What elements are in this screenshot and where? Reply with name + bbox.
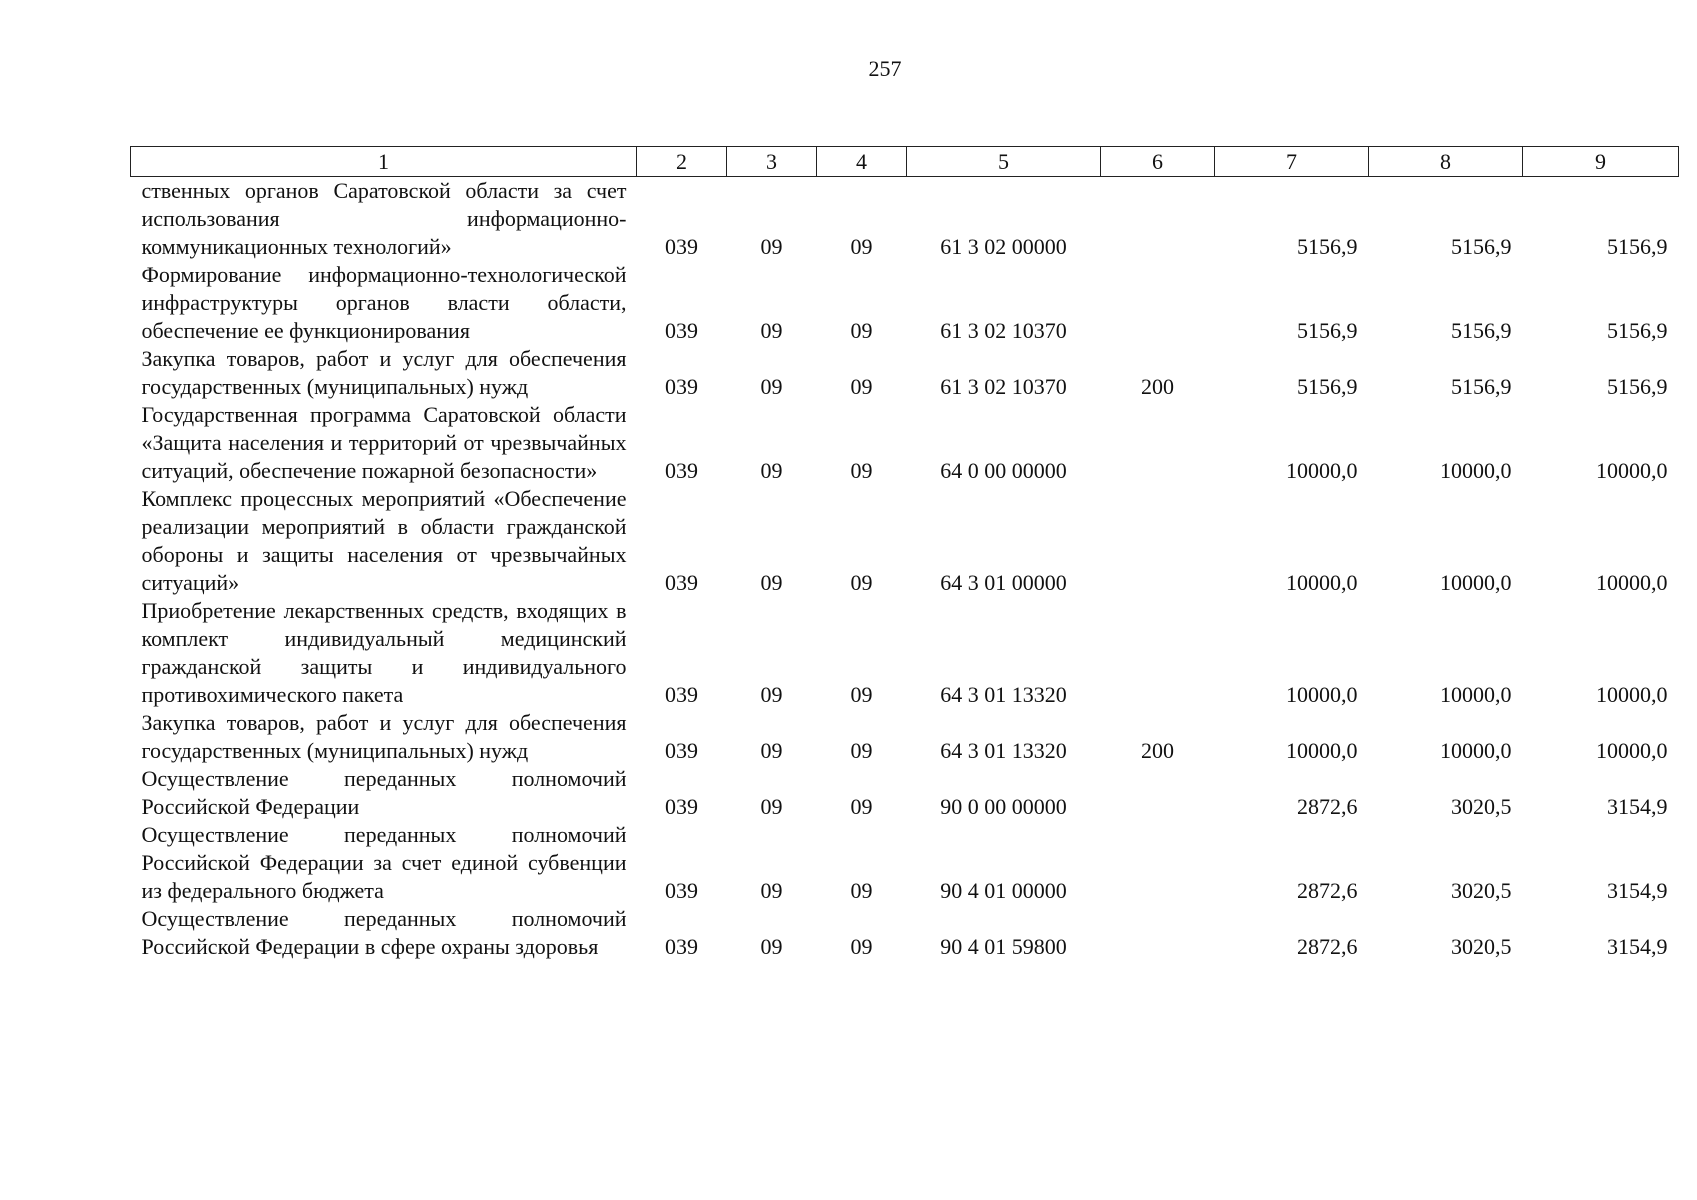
column-header: 6 [1101, 147, 1215, 177]
amount-year-2: 10000,0 [1440, 738, 1512, 763]
table-row [131, 709, 1679, 765]
section-code: 09 [760, 234, 783, 259]
target-article-code: 64 3 01 13320 [940, 738, 1067, 763]
column-header: 5 [907, 147, 1101, 177]
column-header: 1 [131, 147, 637, 177]
expense-type-code [1101, 597, 1215, 709]
row-description: Закупка товаров, работ и услуг для обеспечения государственных (муниципальных) нужд [141, 346, 627, 399]
amount-year-1: 2872,6 [1297, 934, 1358, 959]
row-description: Комплекс процессных мероприятий «Обеспечение реализации мероприятий в области гражданской обороны и защиты населения от чрезвычайных ситуаций» [141, 486, 627, 595]
column-header: 3 [727, 147, 817, 177]
ministry-code: 039 [665, 318, 698, 343]
section-code: 09 [760, 738, 783, 763]
table-row [131, 905, 1679, 961]
amount-year-3: 3154,9 [1607, 934, 1668, 959]
amount-year-2: 10000,0 [1440, 570, 1512, 595]
row-description: Осуществление переданных полномочий Российской Федерации в сфере охраны здоровья [141, 906, 627, 959]
amount-year-2: 3020,5 [1451, 794, 1512, 819]
target-article-code: 90 4 01 00000 [940, 878, 1067, 903]
table-row [131, 401, 1679, 485]
expense-type-code [1101, 821, 1215, 905]
amount-year-3: 10000,0 [1596, 570, 1668, 595]
subsection-code: 09 [850, 738, 873, 763]
amount-year-2: 10000,0 [1440, 682, 1512, 707]
ministry-code: 039 [665, 374, 698, 399]
table-row [131, 765, 1679, 821]
column-header: 2 [637, 147, 727, 177]
header-row [131, 147, 1679, 177]
amount-year-1: 2872,6 [1297, 794, 1358, 819]
column-header: 8 [1369, 147, 1523, 177]
section-code: 09 [760, 878, 783, 903]
section-code: 09 [760, 682, 783, 707]
section-code: 09 [760, 570, 783, 595]
section-code: 09 [760, 794, 783, 819]
subsection-code: 09 [850, 318, 873, 343]
ministry-code: 039 [665, 458, 698, 483]
subsection-code: 09 [850, 234, 873, 259]
amount-year-3: 10000,0 [1596, 738, 1668, 763]
ministry-code: 039 [665, 682, 698, 707]
target-article-code: 64 3 01 00000 [940, 570, 1067, 595]
section-code: 09 [760, 374, 783, 399]
subsection-code: 09 [850, 458, 873, 483]
ministry-code: 039 [665, 738, 698, 763]
target-article-code: 61 3 02 10370 [940, 374, 1067, 399]
amount-year-3: 10000,0 [1596, 458, 1668, 483]
row-description: Приобретение лекарственных средств, входящих в комплект индивидуальный медицинский гражданской защиты и индивидуального противохимического пакета [141, 598, 627, 707]
amount-year-2: 5156,9 [1451, 234, 1512, 259]
expense-type-code [1101, 905, 1215, 961]
amount-year-1: 5156,9 [1297, 374, 1358, 399]
subsection-code: 09 [850, 794, 873, 819]
amount-year-1: 5156,9 [1297, 234, 1358, 259]
column-header: 7 [1215, 147, 1369, 177]
amount-year-1: 10000,0 [1286, 738, 1358, 763]
page-number: 257 [868, 56, 902, 81]
row-description: Формирование информационно-технологической инфраструктуры органов власти области, обеспечение ее функционирования [141, 262, 627, 343]
amount-year-2: 5156,9 [1451, 318, 1512, 343]
expense-type-code [1101, 485, 1215, 597]
amount-year-1: 10000,0 [1286, 570, 1358, 595]
row-description: Государственная программа Саратовской области «Защита населения и территорий от чрезвычайных ситуаций, обеспечение пожарной безопасности» [141, 402, 627, 483]
row-description: Закупка товаров, работ и услуг для обеспечения государственных (муниципальных) нужд [141, 710, 627, 763]
amount-year-3: 5156,9 [1607, 318, 1668, 343]
row-description: ственных органов Саратовской области за счет использования информационно-коммуникационных технологий» [141, 178, 627, 259]
table-row [131, 345, 1679, 401]
ministry-code: 039 [665, 878, 698, 903]
column-header: 9 [1523, 147, 1679, 177]
expense-type-code [1101, 177, 1215, 262]
amount-year-1: 2872,6 [1297, 878, 1358, 903]
subsection-code: 09 [850, 570, 873, 595]
section-code: 09 [760, 934, 783, 959]
target-article-code: 90 4 01 59800 [940, 934, 1067, 959]
amount-year-2: 3020,5 [1451, 934, 1512, 959]
column-header: 4 [817, 147, 907, 177]
budget-table [130, 146, 1679, 961]
amount-year-2: 3020,5 [1451, 878, 1512, 903]
amount-year-3: 5156,9 [1607, 234, 1668, 259]
target-article-code: 90 0 00 00000 [940, 794, 1067, 819]
row-description: Осуществление переданных полномочий Российской Федерации [141, 766, 627, 819]
target-article-code: 64 3 01 13320 [940, 682, 1067, 707]
ministry-code: 039 [665, 794, 698, 819]
subsection-code: 09 [850, 682, 873, 707]
amount-year-1: 10000,0 [1286, 682, 1358, 707]
expense-type-code: 200 [1141, 738, 1174, 763]
amount-year-2: 5156,9 [1451, 374, 1512, 399]
table-row [131, 597, 1679, 709]
table-body [131, 177, 1679, 962]
expense-type-code: 200 [1141, 374, 1174, 399]
amount-year-3: 3154,9 [1607, 794, 1668, 819]
section-code: 09 [760, 458, 783, 483]
row-description: Осуществление переданных полномочий Российской Федерации за счет единой субвенции из федерального бюджета [141, 822, 627, 903]
amount-year-1: 10000,0 [1286, 458, 1358, 483]
ministry-code: 039 [665, 234, 698, 259]
subsection-code: 09 [850, 374, 873, 399]
amount-year-3: 10000,0 [1596, 682, 1668, 707]
expense-type-code [1101, 401, 1215, 485]
amount-year-2: 10000,0 [1440, 458, 1512, 483]
subsection-code: 09 [850, 878, 873, 903]
table-row [131, 821, 1679, 905]
expense-type-code [1101, 765, 1215, 821]
table-row [131, 177, 1679, 262]
table-row [131, 261, 1679, 345]
target-article-code: 61 3 02 00000 [940, 234, 1067, 259]
amount-year-1: 5156,9 [1297, 318, 1358, 343]
ministry-code: 039 [665, 934, 698, 959]
target-article-code: 64 0 00 00000 [940, 458, 1067, 483]
table-row [131, 485, 1679, 597]
target-article-code: 61 3 02 10370 [940, 318, 1067, 343]
ministry-code: 039 [665, 570, 698, 595]
section-code: 09 [760, 318, 783, 343]
subsection-code: 09 [850, 934, 873, 959]
amount-year-3: 3154,9 [1607, 878, 1668, 903]
expense-type-code [1101, 261, 1215, 345]
amount-year-3: 5156,9 [1607, 374, 1668, 399]
